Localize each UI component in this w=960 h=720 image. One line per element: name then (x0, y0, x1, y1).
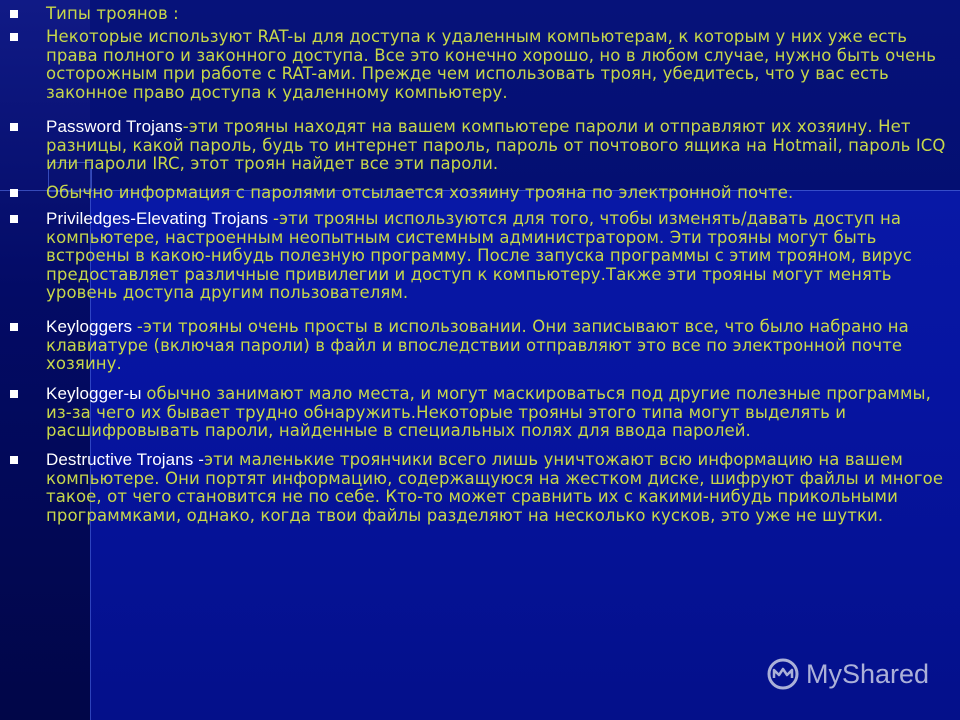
bullet-square-icon (10, 33, 18, 41)
item-text: -эти трояны находят на вашем компьютере пароли и отправляют их хозяину. Нет разницы, какой пароль, будь то интернет пароль, пароль от почтового ящика на Hotmail, пароль ICQ или пароли IRC, этот троян найдет все эти пароли. (46, 117, 946, 174)
bullet-square-icon (10, 390, 18, 398)
bullet-square-icon (10, 323, 18, 331)
item-text: -эти трояны очень просты в использовании. Они записывают все, что было набрано на клавиатуре (включая пароли) в файл и впоследствии отправляют это все по электронной почте хозяину. (46, 317, 909, 374)
list-item (46, 5, 951, 24)
item-lead: Keyloggers (46, 317, 137, 336)
item-text: эти маленькие троянчики всего лишь уничтожают всю информацию на вашем компьютере. Они портят информацию, содержащуюся на жестком диске, шифруют файлы и многое такое, от чего становится не по себе. Кто-то может сравнить их с какими-нибудь прикольными программками, однако, когда твои файлы разделяют на несколько кусков, это уже не шутки. (46, 450, 944, 525)
list-item (46, 118, 951, 174)
list-item (46, 184, 951, 203)
bullet-square-icon (10, 189, 18, 197)
bullet-square-icon (10, 123, 18, 131)
item-text: Типы троянов : (46, 4, 179, 23)
item-text: Некоторые используют RAT-ы для доступа к удаленным компьютерам, к которым у них уже есть права полного и законного доступа. Все это конечно хорошо, но в любом случае, нужно быть очень осторожным при работе с RAT-ами. Прежде чем использовать троян, убедитесь, что у вас есть законное право доступа к удаленному компьютеру. (46, 27, 937, 102)
list-item (46, 318, 951, 374)
list-item (46, 210, 951, 303)
myshared-logo (766, 656, 929, 692)
myshared-logo-icon (766, 657, 800, 691)
item-lead: Keylogger-ы (46, 384, 147, 403)
list-item (46, 28, 951, 102)
bullet-square-icon (10, 456, 18, 464)
item-lead: Priviledges-Elevating Trojans (46, 209, 273, 228)
myshared-logo-text: MyShared (806, 658, 930, 689)
bullet-square-icon (10, 10, 18, 18)
item-text: Обычно информация с паролями отсылается хозяину трояна по электронной почте. (46, 183, 794, 202)
item-lead: Destructive Trojans - (46, 450, 204, 469)
item-lead: Password Trojans (46, 117, 183, 136)
item-text: -эти трояны используются для того, чтобы изменять/давать доступ на компьютере, настроенным неопытным системным администратором. Эти трояны могут быть встроены в какою-нибудь полезную программу. После запуска программы с этим трояном, вирус предоставляет различные привилегии и доступ к компьютеру.Также эти трояны могут менять уровень доступа другим пользователям. (46, 209, 912, 303)
list-item (46, 451, 951, 525)
item-text: обычно занимают мало места, и могут маскироваться под другие полезные программы, из-за чего их бывает трудно обнаружить.Некоторые трояны этого типа могут выделять и расшифровывать пароли, найденные в специальных полях для ввода паролей. (46, 384, 931, 441)
bullet-square-icon (10, 215, 18, 223)
list-item (46, 385, 951, 441)
